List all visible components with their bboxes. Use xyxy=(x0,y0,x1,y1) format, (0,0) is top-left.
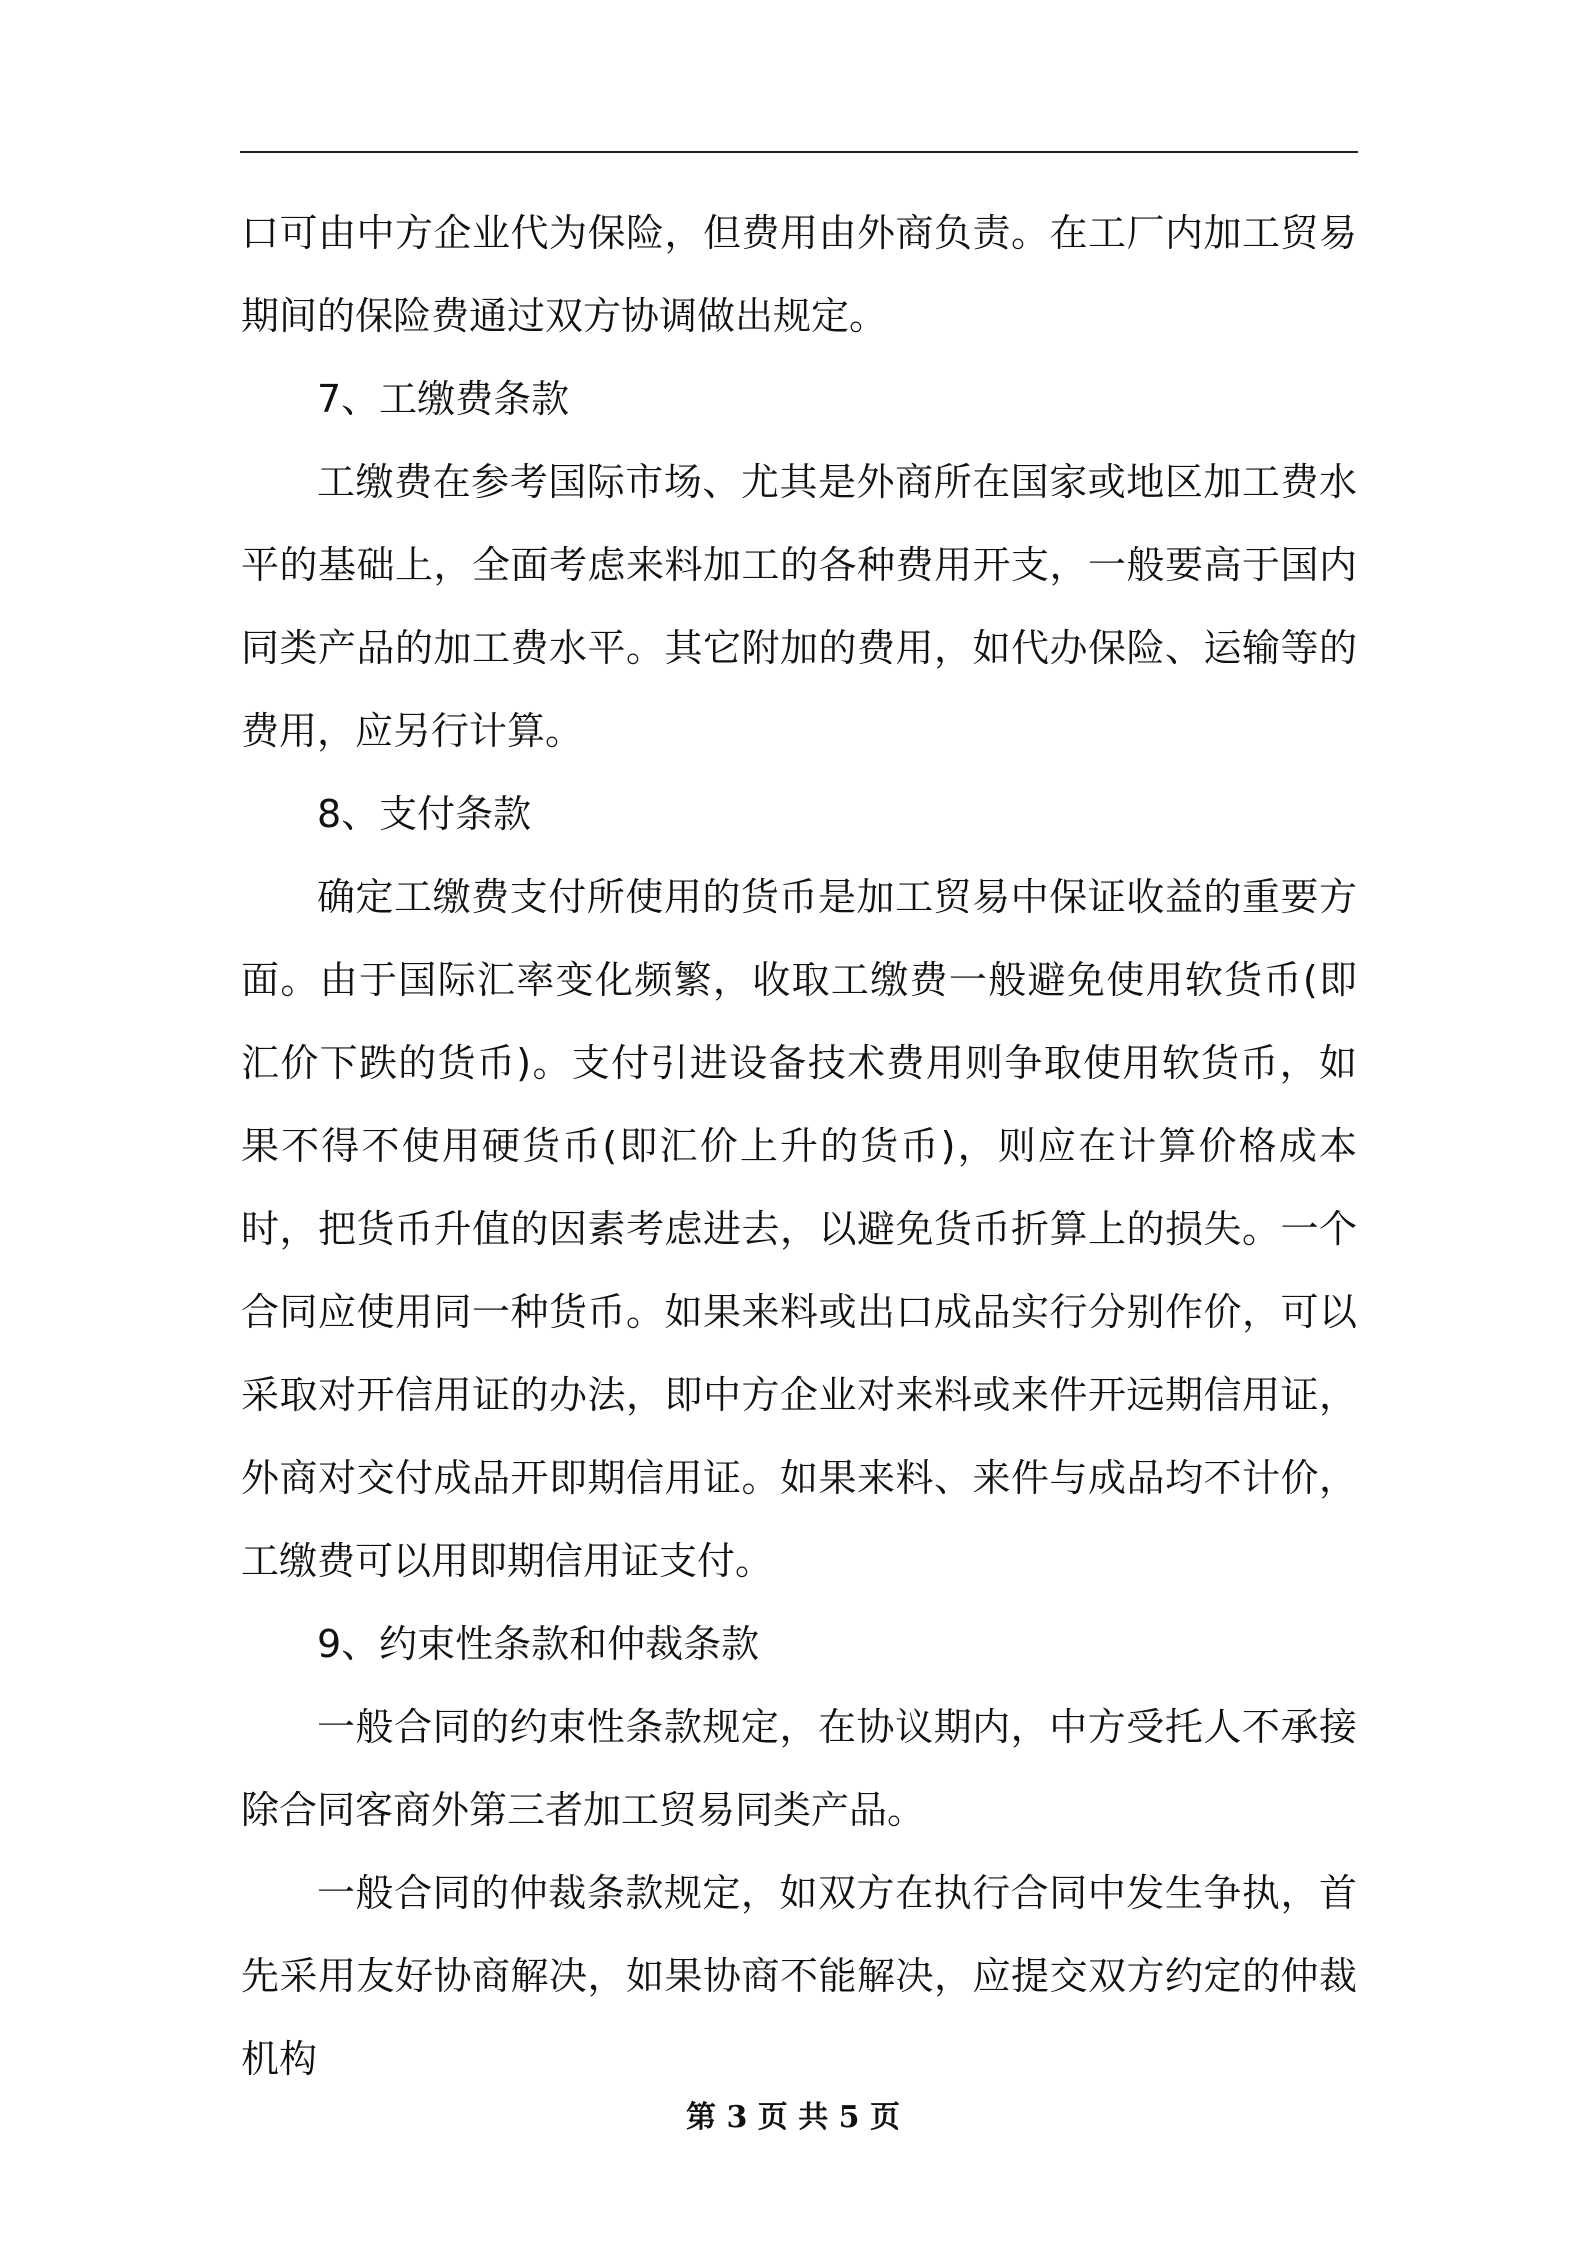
paragraph-processing-fee: 工缴费在参考国际市场、尤其是外商所在国家或地区加工费水平的基础上，全面考虑来料加工的各种费用开支，一般要高于国内同类产品的加工费水平。其它附加的费用，如代办保险、运输等的费用，应另行计算。 xyxy=(241,460,1357,753)
header-rule xyxy=(240,151,1358,153)
heading-processing-fee-clause: 7、工缴费条款 xyxy=(317,377,570,421)
paragraph-payment: 确定工缴费支付所使用的货币是加工贸易中保证收益的重要方面。由于国际汇率变化频繁，收取工缴费一般避免使用软货币(即汇价下跌的货币)。支付引进设备技术费用则争取使用软货币，如果不得不使用硬货币(即汇价上升的货币)，则应在计算价格成本时，把货币升值的因素考虑进去，以避免货币折算上的损失。一个合同应使用同一种货币。如果来料或出口成品实行分别作价，可以采取对开信用证的办法，即中方企业对来料或来件开远期信用证，外商对交付成品开即期信用证。如果来料、来件与成品均不计价，工缴费可以用即期信用证支付。 xyxy=(241,875,1358,1583)
heading-payment-clause: 8、支付条款 xyxy=(317,792,532,836)
page-number-footer: 第 3 页 共 5 页 xyxy=(686,2100,900,2135)
paragraph-insurance-continued: 口可由中方企业代为保险，但费用由外商负责。在工厂内加工贸易期间的保险费通过双方协调做出规定。 xyxy=(241,211,1357,338)
document-body xyxy=(241,192,1357,2101)
heading-binding-arbitration-clause: 9、约束性条款和仲裁条款 xyxy=(317,1622,760,1666)
paragraph-binding-clause: 一般合同的约束性条款规定，在协议期内，中方受托人不承接除合同客商外第三者加工贸易同类产品。 xyxy=(241,1705,1357,1832)
paragraph-arbitration-clause: 一般合同的仲裁条款规定，如双方在执行合同中发生争执，首先采用友好协商解决，如果协商不能解决，应提交双方约定的仲裁机构 xyxy=(241,1871,1357,2081)
